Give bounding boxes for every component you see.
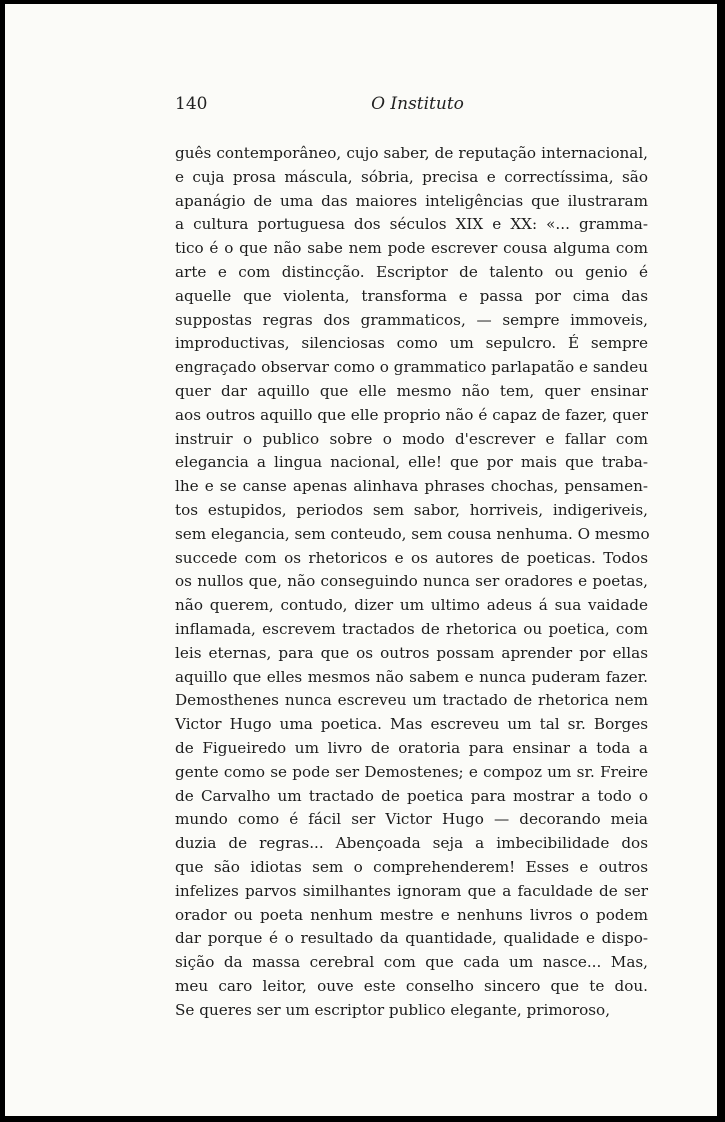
text-line: tos estupidos, periodos sem sabor, horriveis, indigeriveis, xyxy=(175,500,648,519)
text-line: tico é o que não sabe nem pode escrever cousa alguma com xyxy=(175,239,648,258)
text-line: duzia de regras... Abençoada seja a imbecibilidade dos xyxy=(175,834,648,853)
text-line: de Figueiredo um livro de oratoria para ensinar a toda a xyxy=(175,738,648,757)
text-line: leis eternas, para que os outros possam aprender por ellas xyxy=(175,643,648,662)
text-line: orador ou poeta nenhum mestre e nenhuns livros o podem xyxy=(175,905,648,924)
text-line: gente como se pode ser Demostenes; e compoz um sr. Freire xyxy=(175,762,648,781)
text-line: instruir o publico sobre o modo d'escrever e fallar com xyxy=(175,429,648,448)
text-line: succede com os rhetoricos e os autores de poeticas. Todos xyxy=(175,548,648,567)
text-line: suppostas regras dos grammaticos, — sempre immoveis, xyxy=(175,310,648,329)
text-line: os nullos que, não conseguindo nunca ser oradores e poetas, xyxy=(175,572,648,591)
text-line: sição da massa cerebral com que cada um nasce... Mas, xyxy=(175,953,648,972)
text-line: mundo como é fácil ser Victor Hugo — decorando meia xyxy=(175,810,648,829)
text-line: que são idiotas sem o comprehenderem! Esses e outros xyxy=(175,857,648,876)
text-line: apanágio de uma das maiores inteligências que ilustraram xyxy=(175,191,648,210)
text-line: inflamada, escrevem tractados de rhetorica ou poetica, com xyxy=(175,619,648,638)
text-line: Demosthenes nunca escreveu um tractado de rhetorica nem xyxy=(175,691,648,710)
running-title: O Instituto xyxy=(371,94,464,114)
text-line: aquillo que elles mesmos não sabem e nunca puderam fazer. xyxy=(175,667,648,686)
text-line: arte e com distincção. Escriptor de talento ou genio é xyxy=(175,262,648,281)
text-line: quer dar aquillo que elle mesmo não tem, quer ensinar xyxy=(175,381,648,400)
page-header xyxy=(175,94,660,118)
page-number: 140 xyxy=(175,94,208,114)
text-line: aquelle que violenta, transforma e passa por cima das xyxy=(175,286,648,305)
text-line: e cuja prosa máscula, sóbria, precisa e correctíssima, são xyxy=(175,167,648,186)
text-line: dar porque é o resultado da quantidade, qualidade e dispo- xyxy=(175,929,648,948)
book-page xyxy=(5,4,717,1116)
text-line: sem elegancia, sem conteudo, sem cousa nenhuma. O mesmo xyxy=(175,524,650,543)
text-line: lhe e se canse apenas alinhava phrases chochas, pensamen- xyxy=(175,477,648,496)
text-line: meu caro leitor, ouve este conselho sincero que te dou. xyxy=(175,976,648,995)
body-text xyxy=(175,142,648,1022)
text-line: não querem, contudo, dizer um ultimo adeus á sua vaidade xyxy=(175,596,648,615)
text-line: a cultura portuguesa dos séculos XIX e XX: «... gramma- xyxy=(175,215,648,234)
text-line: Se queres ser um escriptor publico elegante, primoroso, xyxy=(175,1000,611,1019)
text-line: Victor Hugo uma poetica. Mas escreveu um tal sr. Borges xyxy=(175,715,648,734)
text-line: infelizes parvos similhantes ignoram que a faculdade de ser xyxy=(175,881,648,900)
text-line: aos outros aquillo que elle proprio não é capaz de fazer, quer xyxy=(175,405,648,424)
text-line: improductivas, silenciosas como um sepulcro. É sempre xyxy=(175,334,648,353)
text-line: engraçado observar como o grammatico parlapatão e sandeu xyxy=(175,358,648,377)
text-line: guês contemporâneo, cujo saber, de reputação internacional, xyxy=(175,144,648,162)
text-line: elegancia a lingua nacional, elle! que por mais que traba- xyxy=(175,453,648,472)
text-line: de Carvalho um tractado de poetica para mostrar a todo o xyxy=(175,786,648,805)
